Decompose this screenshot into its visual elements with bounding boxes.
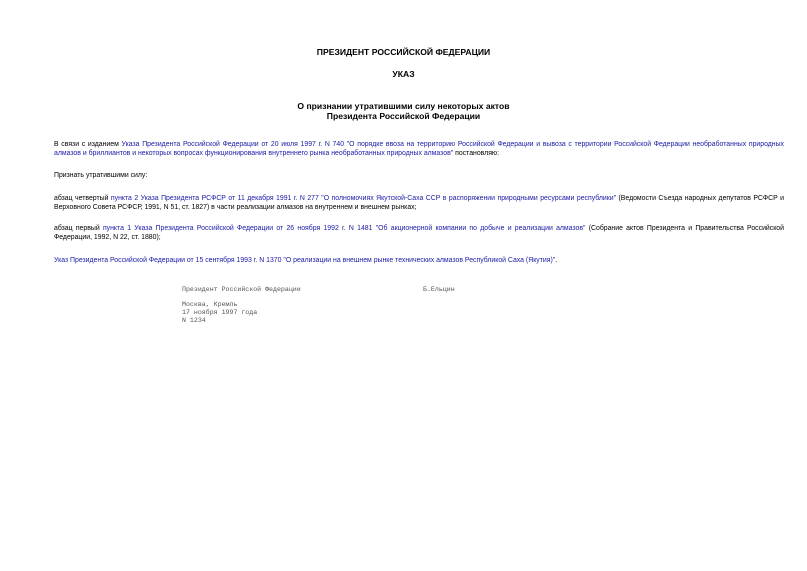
decree-1481-link[interactable]: пункта 1 Указа Президента Российской Федерации от 26 ноября 1992 г. N 1481 "Об акционерной компании по добыче и реализации алмазов" [102,225,586,232]
repeal-item-2-prefix: абзац первый [54,225,103,232]
decree-title-line1: О признании утратившими силу некоторых актов [297,101,510,111]
repeal-item-3 [39,256,784,265]
preamble-text-end: постановляю: [453,150,500,158]
repeal-intro-paragraph [39,171,784,180]
repeal-item-1-prefix: абзац четвертый [54,195,111,202]
decree-number: N 1234 [182,317,206,324]
repeal-item-2 [39,224,784,243]
repeal-item-1-suffix: (Ведомости Съезда народных депутатов РСФСР и Верховного Совета РСФСР, 1991, N 51, ст. 1827) в части реализации алмазов на внутреннем и внешнем рынках; [54,195,784,212]
repeal-item-2-suffix: (Собрание актов Президента и Правительства Российской Федерации, 1992, N 22, ст. 1880); [54,225,784,242]
signature-position: Президент Российской Федерации [182,286,301,293]
issuer-heading: ПРЕЗИДЕНТ РОССИЙСКОЙ ФЕДЕРАЦИИ [316,47,491,57]
repeal-intro-text: Признать утратившими силу: [54,172,148,179]
signing-place: Москва, Кремль [182,301,238,308]
document-type-heading: УКАЗ [392,69,415,79]
decree-title-line2: Президента Российской Федерации [326,111,481,121]
repeal-item-1 [39,194,784,213]
decree-277-link[interactable]: пункта 2 Указа Президента РСФСР от 11 декабря 1991 г. N 277 "О полномочиях Якутской-Саха ССР в распоряжении природными ресурсами республики" [110,195,617,202]
decree-1370-link[interactable]: Указ Президента Российской Федерации от 15 сентября 1993 г. N 1370 "О реализации на внешнем рынке технических алмазов Республикой Саха (Якутия)" [54,257,556,264]
signature-name: Б.Ельцин [423,286,455,293]
repeal-item-3-suffix: . [555,257,558,264]
signing-date: 17 ноября 1997 года [182,309,258,316]
preamble-text-start: В связи с изданием [54,141,122,148]
decree-740-link[interactable]: Указа Президента Российской Федерации от 20 июля 1997 г. N 740 "О порядке ввоза на территорию Российской Федерации и вывоза с территории Российской Федерации необработанных природных алмазов и бриллиантов и некоторых вопросах функционирования внутреннего рынка необработанных природных алмазов" [54,141,784,158]
preamble-paragraph [39,140,784,159]
